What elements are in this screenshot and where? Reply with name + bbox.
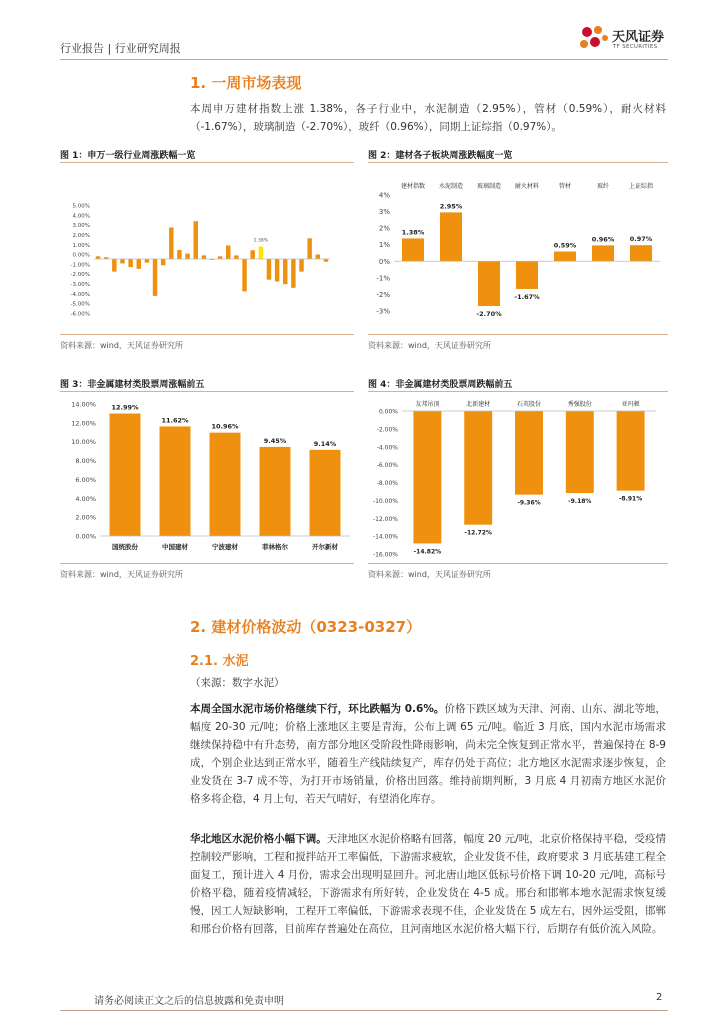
cement-p2-body: 天津地区水泥价格略有回落，幅度 20 元/吨，北京价格保持平稳，受疫情控制较严影响，工程和搅拌站开工率偏低，下游需求疲软，企业发货不佳，政府要求 3 月底基建工程全面复工，预计进入 4 月份，需求会出现明显回升。河北唐山地区低标号价格下调 10-20 元/吨，高标号价格平稳，随着疫情减轻，下游需求有所好转，企业发货在 4-5 成。邢台和邯郸本地水泥需求恢复缓慢，因工人短缺影响，工程开工率偏低，下游需求表现不佳，企业发货在 5 成左右，因外运受阻，邯郸和邢台价格有回落，目前库存普遍处在高位，且河南地区水泥价格大幅下行，后期存有低价流入风险。	[190, 833, 666, 935]
fig1-bar	[275, 259, 279, 282]
fig4-data-label: -14.82%	[413, 548, 442, 556]
fig4-ytick: 0.00%	[378, 408, 398, 416]
fig1-ytick: 4.00%	[72, 213, 90, 220]
logo-mark-icon	[578, 24, 610, 56]
fig2-ytick: 0%	[378, 257, 390, 266]
fig3-source: 资料来源：wind，天风证券研究所	[60, 570, 183, 579]
fig4-ytick: -10.00%	[372, 497, 398, 505]
fig2-data-label: 0.59%	[553, 241, 577, 250]
cement-p1-body: 价格下跌区域为天津、河南、山东、湖北等地，幅度 20-30 元/吨；价格上涨地区主要是青海，公布上调 65 元/吨。临近 3 月底，国内水泥市场需求继续保持稳中有升态势，南方部分地区受阶段性降雨影响，尚未完全恢复到正常水平，普遍保持在 8-9 成，个别企业达到正常水平，随着生产线陆续复产，库存仍处于高位；北方地区水泥需求逐步恢复，企业发货在 3-7 成不等，为打开市场销量，价格出回落。维持前期判断，3 月底 4 月初南方地区水泥价格多将企稳，4 月上旬，若天气晴好，有望消化库存。	[190, 703, 666, 805]
fig1-chart	[60, 165, 354, 333]
fig3-ytick: 0.00%	[75, 532, 96, 541]
logo-title: 天风证券	[612, 30, 665, 45]
fig2-category-label: 上证综指	[628, 183, 654, 190]
cement-p2-lead: 华北地区水泥价格小幅下调。	[190, 833, 327, 845]
fig4-title: 图 4：非金属建材类股票周跌幅前五	[368, 380, 513, 390]
fig4-bar	[566, 411, 594, 493]
fig1-bar	[128, 259, 132, 267]
fig1-ytick: 2.00%	[72, 232, 90, 239]
fig3-ytick: 4.00%	[75, 494, 96, 503]
fig1-bar	[307, 238, 311, 259]
fig1-bar	[218, 256, 222, 259]
fig3-title: 图 3：非金属建材类股票周涨幅前五	[60, 380, 205, 390]
fig1-source: 资料来源：wind，天风证券研究所	[60, 341, 183, 350]
fig4-category-label: 石英股份	[516, 401, 542, 408]
fig3-ytick: 10.00%	[71, 438, 96, 447]
fig1-ytick: 3.00%	[72, 223, 90, 230]
fig1-bar	[145, 259, 149, 263]
fig1-bar	[96, 256, 100, 259]
fig2-ytick: 4%	[378, 191, 390, 200]
fig3-category-label: 中国建材	[162, 543, 188, 551]
header-divider	[60, 59, 668, 60]
fig2-data-label: 2.95%	[439, 202, 463, 211]
fig2-chart	[368, 165, 668, 333]
cement-source-note: （来源：数字水泥）	[190, 677, 285, 689]
fig2-data-label: 0.96%	[591, 235, 615, 244]
fig1-ytick: -1.00%	[70, 262, 90, 269]
fig1-bar	[250, 250, 254, 259]
fig3-bar	[160, 426, 191, 536]
fig4-bar	[464, 411, 492, 525]
fig3-ytick: 14.00%	[71, 400, 96, 409]
fig2-bar	[630, 245, 652, 261]
cement-paragraph-1	[190, 700, 666, 808]
fig1-bar	[112, 259, 116, 272]
fig2-data-label: 0.97%	[629, 235, 653, 244]
fig3-bar	[310, 450, 341, 536]
fig4-category-label: 亚玛顿	[621, 401, 640, 408]
fig2-bar	[516, 261, 538, 289]
fig1-title: 图 1：申万一级行业周涨跌幅一览	[60, 151, 196, 161]
fig4-data-label: -8.91%	[618, 495, 643, 503]
fig1-bar	[202, 255, 206, 259]
fig1-ytick: -2.00%	[70, 272, 90, 279]
fig1-bar	[153, 259, 157, 296]
fig1-ytick: -4.00%	[70, 291, 90, 298]
fig1-ytick: 0.00%	[72, 252, 90, 259]
fig2-category-label: 玻璃制造	[476, 183, 502, 190]
disclaimer: 请务必阅读正文之后的信息披露和免责申明	[94, 996, 284, 1007]
fig3-data-label: 9.14%	[313, 439, 337, 448]
fig1-ytick: -5.00%	[70, 301, 90, 308]
cement-paragraph-2	[190, 830, 666, 938]
fig4-bar	[617, 411, 645, 491]
fig3-bottom-rule	[60, 563, 354, 564]
fig1-bar	[161, 259, 165, 265]
fig4-data-label: -12.72%	[464, 529, 492, 537]
fig4-category-label: 北新建材	[466, 401, 491, 408]
fig2-bar	[554, 252, 576, 262]
fig1-bar	[169, 228, 173, 260]
fig4-ytick: -4.00%	[376, 444, 398, 452]
fig1-highlight-label: 1.38%	[253, 238, 268, 244]
cement-p1-lead: 本周全国水泥市场价格继续下行，环比跌幅为 0.6%。	[190, 703, 445, 715]
fig3-category-label: 宁波建材	[212, 543, 238, 551]
fig3-data-label: 12.99%	[111, 403, 139, 412]
fig2-category-label: 耐火材料	[514, 183, 540, 190]
fig2-bar	[402, 238, 424, 261]
fig3-ytick: 6.00%	[75, 475, 96, 484]
fig4-ytick: -16.00%	[372, 551, 398, 559]
page-number: 2	[656, 992, 663, 1003]
fig2-bottom-rule	[368, 334, 668, 335]
fig3-ytick: 8.00%	[75, 457, 96, 466]
fig2-bar	[592, 245, 614, 261]
fig1-bar	[185, 254, 189, 259]
fig4-chart	[368, 394, 668, 562]
fig2-category-label: 玻纤	[596, 183, 610, 190]
fig1-ytick: -6.00%	[70, 311, 90, 318]
fig4-bar	[413, 411, 441, 543]
company-logo	[578, 22, 674, 58]
fig2-ytick: -1%	[376, 274, 390, 283]
fig2-ytick: 2%	[378, 224, 390, 233]
fig2-ytick: -2%	[376, 290, 390, 299]
fig1-bar	[259, 247, 263, 259]
fig2-ytick: 3%	[378, 208, 390, 217]
section2-1-title: 2.1. 水泥	[190, 654, 249, 669]
fig4-data-label: -9.18%	[568, 498, 592, 506]
fig1-bar	[137, 259, 141, 269]
fig2-bar	[478, 261, 500, 306]
fig4-source: 资料来源：wind，天风证券研究所	[368, 570, 491, 579]
fig1-bar	[120, 259, 124, 264]
fig4-bottom-rule	[368, 563, 668, 564]
fig4-category-label: 友邦吊顶	[415, 401, 440, 408]
fig2-category-label: 管材	[558, 183, 572, 190]
fig1-bar	[267, 259, 271, 280]
fig1-bar	[324, 259, 328, 262]
fig4-ytick: -14.00%	[372, 533, 398, 541]
section1-title: 1. 一周市场表现	[190, 74, 302, 92]
fig2-ytick: -3%	[376, 307, 390, 316]
logo-subtitle: TF SECURITIES	[613, 44, 658, 50]
fig3-top-rule	[60, 391, 354, 392]
fig3-bar	[110, 414, 141, 536]
fig3-bar	[210, 433, 241, 536]
fig4-top-rule	[368, 391, 668, 392]
fig3-data-label: 11.62%	[161, 416, 189, 425]
fig1-bar	[283, 259, 287, 284]
fig1-bar	[177, 250, 181, 259]
fig4-bar	[515, 411, 543, 495]
fig1-ytick: -3.00%	[70, 282, 90, 289]
fig1-bar	[299, 259, 303, 272]
fig3-bar	[260, 447, 291, 536]
fig1-top-rule	[60, 162, 354, 163]
fig4-ytick: -6.00%	[376, 462, 398, 470]
fig3-data-label: 9.45%	[263, 436, 287, 445]
fig2-title: 图 2：建材各子板块周涨跌幅度一览	[368, 151, 513, 161]
fig2-ytick: 1%	[378, 241, 390, 250]
fig4-data-label: -9.36%	[517, 499, 541, 507]
fig4-category-label: 秀强股份	[567, 401, 592, 408]
section1-paragraph: 本周申万建材指数上涨 1.38%，各子行业中，水泥制造（2.95%），管材（0.59%），耐火材料（-1.67%），玻璃制造（-2.70%），玻纤（0.96%），同期上证综指（0.97%）。	[190, 103, 666, 133]
fig2-data-label: -2.70%	[476, 310, 502, 319]
fig3-ytick: 12.00%	[71, 419, 96, 428]
fig1-bar	[226, 246, 230, 260]
fig2-data-label: -1.67%	[514, 292, 540, 301]
footer-divider	[60, 1010, 668, 1011]
fig4-ytick: -12.00%	[372, 515, 398, 523]
fig3-chart	[60, 394, 354, 562]
fig1-bar	[242, 259, 246, 291]
fig2-category-label: 建材指数	[400, 183, 426, 190]
fig1-bar	[234, 255, 238, 259]
fig2-category-label: 水泥制造	[438, 183, 464, 190]
fig3-category-label: 菲林格尔	[262, 543, 288, 551]
fig3-data-label: 10.96%	[211, 422, 239, 431]
fig2-bar	[440, 212, 462, 261]
fig1-bar	[316, 255, 320, 260]
fig1-bottom-rule	[60, 334, 354, 335]
fig4-ytick: -8.00%	[376, 480, 398, 487]
fig2-top-rule	[368, 162, 668, 163]
fig3-ytick: 2.00%	[75, 513, 96, 522]
fig1-bar	[193, 221, 197, 259]
fig2-source: 资料来源：wind，天风证券研究所	[368, 341, 491, 350]
report-type: 行业报告 | 行业研究周报	[60, 42, 181, 55]
fig1-ytick: 5.00%	[72, 203, 90, 210]
fig3-category-label: 开尔新材	[312, 543, 338, 551]
fig2-data-label: 1.38%	[401, 228, 425, 237]
fig1-bar	[291, 259, 295, 288]
fig3-category-label: 国统股份	[112, 543, 138, 551]
fig4-ytick: -2.00%	[376, 426, 398, 434]
section2-title: 2. 建材价格波动（0323-0327）	[190, 618, 422, 636]
fig1-ytick: 1.00%	[72, 242, 90, 249]
